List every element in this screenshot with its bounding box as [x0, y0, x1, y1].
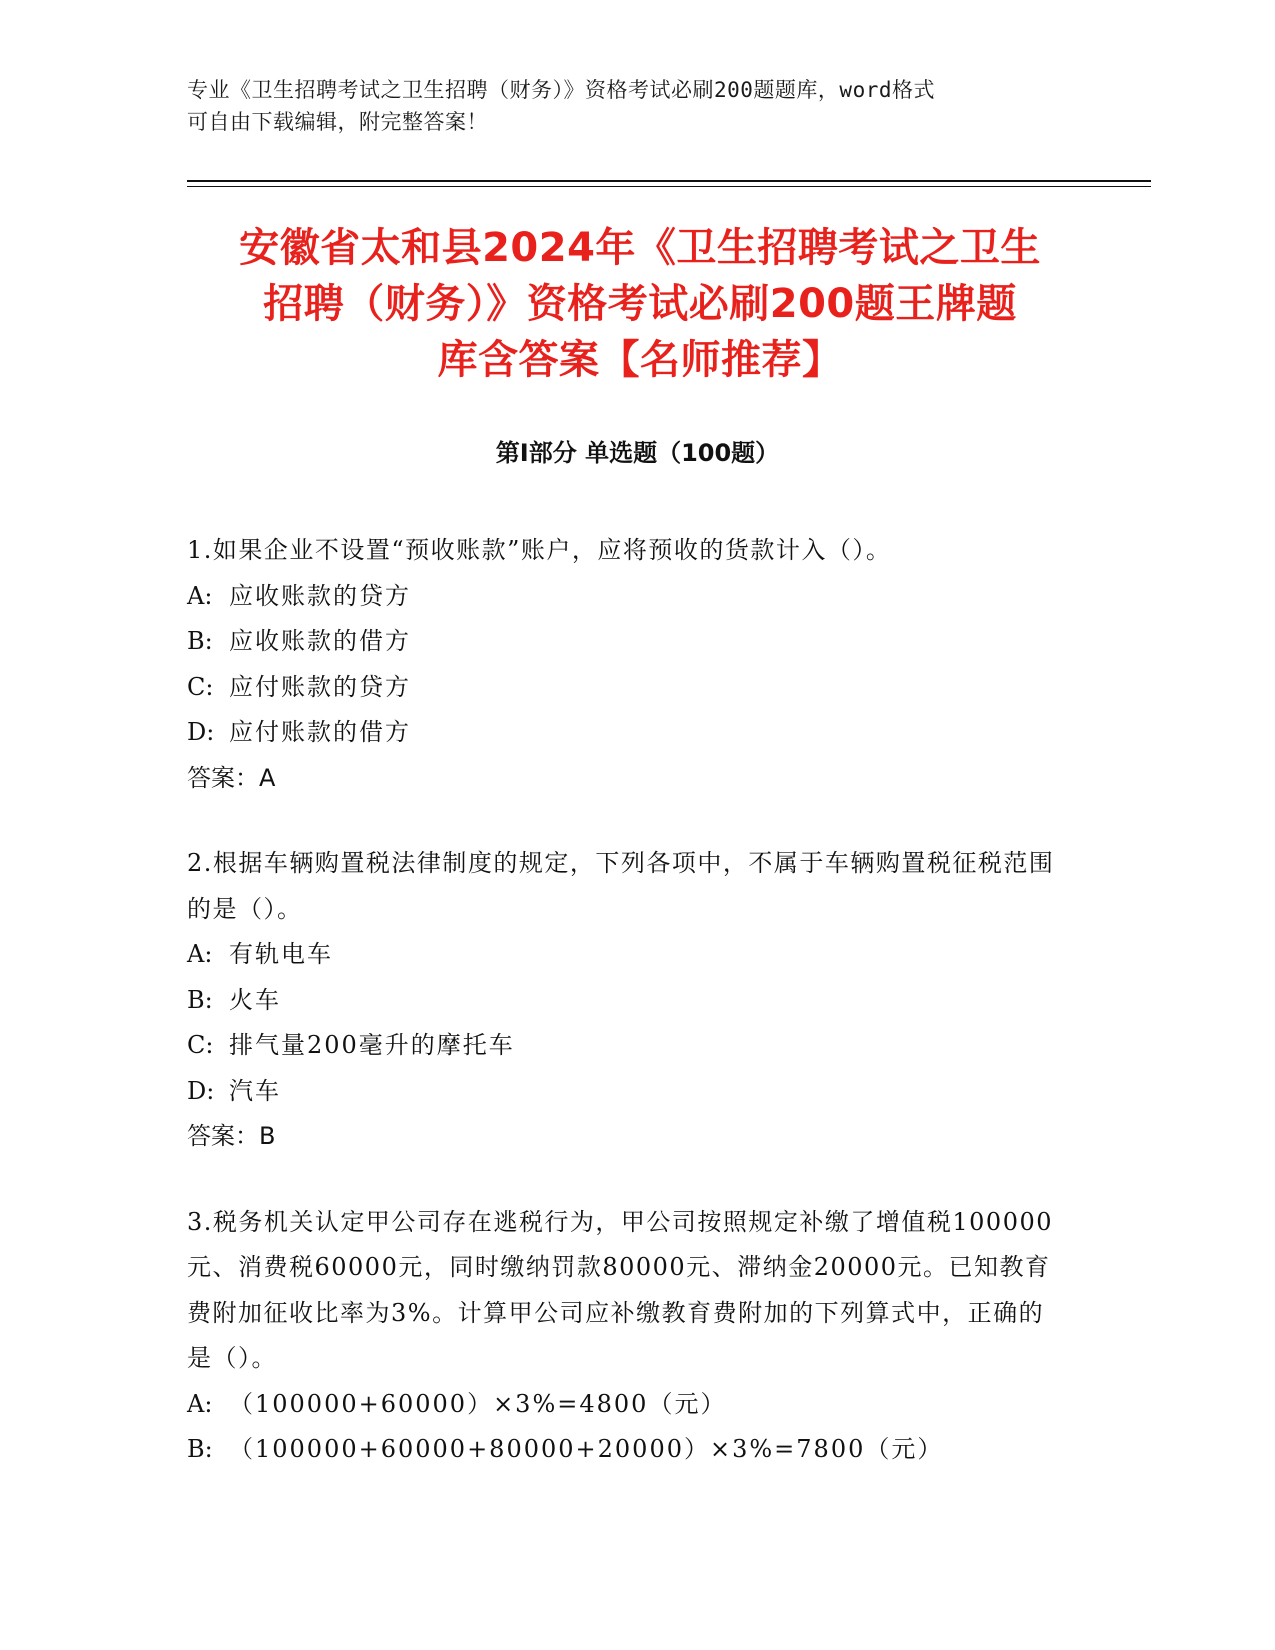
question-list — [187, 528, 1067, 1513]
option-text: 汽车 — [229, 1076, 281, 1105]
header-note-line-2: 可自由下载编辑，附完整答案！ — [187, 110, 488, 134]
option-a — [187, 1382, 1067, 1428]
option-text: 有轨电车 — [229, 940, 333, 968]
option-text: 火车 — [229, 985, 281, 1014]
option-c — [187, 665, 1067, 711]
option-text: 应收账款的贷方 — [229, 581, 411, 610]
option-letter: C: — [187, 1031, 214, 1059]
document-title-line-2: 招聘（财务）》资格考试必刷200题王牌题 — [263, 281, 1017, 327]
option-d — [187, 710, 1067, 756]
option-text: 排气量200毫升的摩托车 — [229, 1031, 515, 1059]
option-text: （100000+60000）×3%=4800（元） — [229, 1389, 727, 1418]
option-letter: A: — [187, 940, 213, 968]
option-letter: D: — [187, 1076, 215, 1105]
option-a — [187, 574, 1067, 620]
option-letter: D: — [187, 718, 215, 746]
header-divider-thin — [187, 186, 1151, 187]
question-1 — [187, 528, 1067, 801]
question-stem: 3.税务机关认定甲公司存在逃税行为，甲公司按照规定补缴了增值税100000元、消费税60000元，同时缴纳罚款80000元、滞纳金20000元。已知教育费附加征收比率为3%。计算甲公司应补缴教育费附加的下列算式中，正确的是（）。 — [187, 1207, 1054, 1372]
option-c — [187, 1023, 1067, 1069]
document-title-line-3: 库含答案【名师推荐】 — [437, 337, 843, 383]
option-letter: B: — [187, 627, 213, 655]
option-letter: B: — [187, 985, 213, 1014]
question-stem: 2.根据车辆购置税法律制度的规定，下列各项中，不属于车辆购置税征税范围的是（）。 — [187, 849, 1055, 923]
option-letter: B: — [187, 1435, 213, 1463]
question-2 — [187, 841, 1067, 1160]
option-d — [187, 1069, 1067, 1115]
option-a — [187, 932, 1067, 978]
option-b — [187, 978, 1067, 1024]
header-note — [187, 74, 1067, 138]
answer: 答案：B — [187, 1122, 276, 1150]
section-title: 第Ⅰ部分 单选题（100题） — [495, 439, 780, 467]
option-text: 应付账款的借方 — [229, 718, 411, 746]
document-title — [180, 220, 1100, 388]
option-text: 应收账款的借方 — [229, 627, 411, 655]
option-b — [187, 619, 1067, 665]
option-b — [187, 1427, 1067, 1473]
option-letter: C: — [187, 672, 214, 701]
header-divider-thick — [187, 180, 1151, 182]
answer: 答案：A — [187, 763, 276, 792]
option-letter: A: — [187, 1389, 213, 1418]
option-text: 应付账款的贷方 — [229, 672, 411, 701]
document-title-line-1: 安徽省太和县2024年《卫生招聘考试之卫生 — [239, 225, 1041, 271]
option-letter: A: — [187, 581, 213, 610]
option-text: （100000+60000+80000+20000）×3%=7800（元） — [229, 1435, 944, 1463]
question-stem: 1.如果企业不设置“预收账款”账户，应将预收的货款计入（）。 — [187, 536, 892, 564]
header-note-line-1: 专业《卫生招聘考试之卫生招聘（财务）》资格考试必刷200题题库，word格式 — [187, 78, 935, 102]
question-3 — [187, 1200, 1067, 1473]
